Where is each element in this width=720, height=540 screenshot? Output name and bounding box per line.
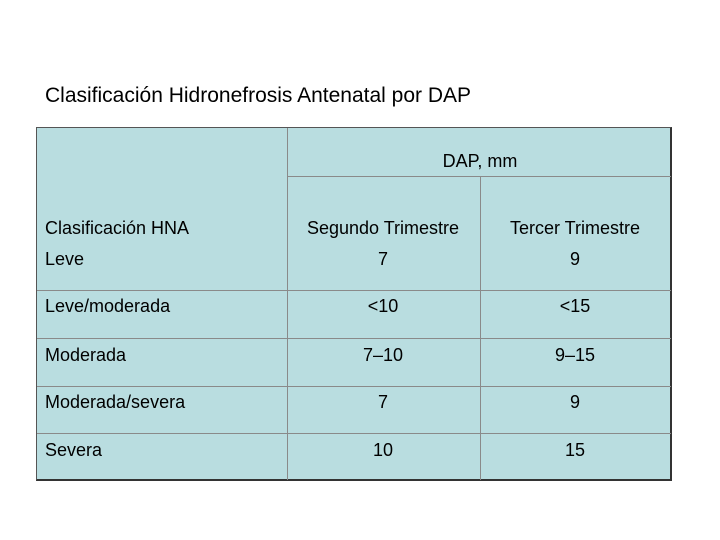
row-label-moderada-severa: Moderada/severa: [45, 392, 186, 412]
column-header-classification: Clasificación HNA: [45, 218, 190, 238]
row-divider-1: [37, 290, 671, 291]
column-divider-2: [480, 176, 481, 480]
group-header-divider: [287, 176, 671, 177]
cell-moderada-severa-second: 7: [377, 392, 389, 412]
cell-moderada-severa-third: 9: [569, 392, 581, 412]
classification-table: [36, 127, 672, 481]
group-header-dap: DAP, mm: [442, 151, 518, 171]
cell-severa-second: 10: [372, 440, 394, 460]
column-header-third-trimester: Tercer Trimestre: [509, 218, 641, 238]
row-label-leve-moderada: Leve/moderada: [45, 296, 171, 316]
row-label-moderada: Moderada: [45, 345, 127, 365]
cell-leve-third: 9: [569, 249, 581, 269]
cell-leve-moderada-third: <15: [559, 296, 591, 316]
cell-severa-third: 15: [564, 440, 586, 460]
row-label-leve: Leve: [45, 249, 85, 269]
page-title: Clasificación Hidronefrosis Antenatal por DAP: [45, 84, 472, 107]
row-divider-2: [37, 338, 671, 339]
cell-moderada-third: 9–15: [554, 345, 596, 365]
row-divider-3: [37, 386, 671, 387]
cell-leve-second: 7: [377, 249, 389, 269]
cell-moderada-second: 7–10: [362, 345, 404, 365]
column-header-second-trimester: Segundo Trimestre: [306, 218, 460, 238]
column-divider-1: [287, 128, 288, 480]
row-divider-4: [37, 433, 671, 434]
cell-leve-moderada-second: <10: [367, 296, 399, 316]
row-label-severa: Severa: [45, 440, 103, 460]
